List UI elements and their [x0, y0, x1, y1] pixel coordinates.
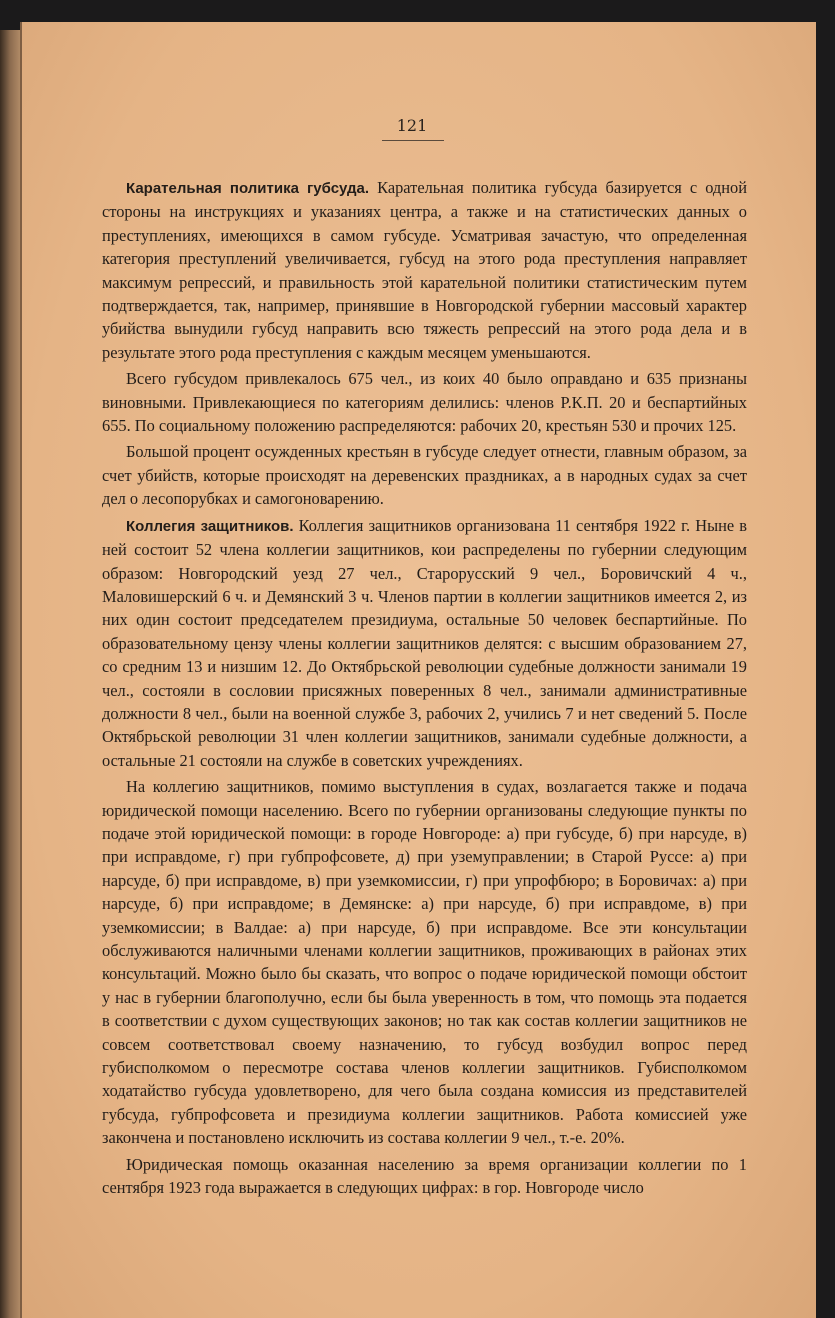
paragraph-punitive-policy	[102, 176, 747, 364]
section-heading-punitive-policy: Карательная политика губсуда.	[126, 180, 370, 197]
paragraph-text: Всего губсудом привлекалось 675 чел., из коих 40 было оправдано и 635 признаны виновными. Привлекающиеся по категориям делились: членов Р.К.П. 20 и беспартийных 655. По социальному положению распределяются: рабочих 20, крестьян 530 и прочих 125.	[102, 369, 747, 436]
paragraph-text: Юридическая помощь оказанная населению за время организации коллегии по 1 сентября 1923 года выражается в следующих цифрах: в гор. Новгороде число	[102, 1154, 747, 1198]
paragraph-legal-aid-figures	[102, 1153, 747, 1200]
paragraph-legal-aid	[102, 775, 747, 1150]
body-text	[102, 176, 747, 1199]
paragraph-text: На коллегию защитников, помимо выступления в судах, возлагается также и подача юридической помощи населению. Всего по губернии организованы следующие пункты по подаче этой юридической помощи: в городе Новгороде: а) при губсуде, б) при нарсуде, в) при исправдоме, г) при губпрофсовете, д) при уземуправлении; в Старой Руссе: а) при нарсуде, б) при исправдоме, в) при уземкомиссии, г) при упрофбюро; в Боровичах: а) при нарсуде, б) при исправдоме; в Демянске: а) при нарсуде, б) при исправдоме, в) при уземкомиссии; в Валдае: а) при нарсуде, б) при исправдоме. Все эти консультации обслуживаются наличными членами коллегии защитников, проживающих в районах этих консультаций. Можно было бы сказать, что вопрос о подаче юридической помощи обстоит у нас в губернии благополучно, если бы была уверенность в том, что помощь эта подается в соответствии с духом существующих законов; но так как состав коллегии защитников не совсем соответствовал своему назначению, то губсуд возбудил вопрос перед губисполкомом о пересмотре состава членов коллегии защитников. Губисполкомом ходатайство губсуда удовлетворено, для чего была создана комиссия из представителей губсуда, губпрофсовета и президиума коллегии защитников. Работа комиссией уже закончена и постановлено исключить из состава коллегии 9 чел., т.-е. 20%.	[102, 777, 747, 1148]
paragraph-statistics	[102, 367, 747, 437]
facing-page-edge	[0, 30, 22, 1318]
page-number: 121	[396, 116, 428, 135]
paragraph-text: Коллегия защитников организована 11 сентября 1922 г. Ныне в ней состоит 52 члена коллегии защитников, кои распределены по губернии следующим образом: Новгородский уезд 27 чел., Старорусский 9 чел., Боровичский 4 ч., Маловишерский 6 ч. и Демянский 3 ч. Членов партии в коллегии защитников имеется 2, из них один состоит председателем президиума, остальные 50 человек беспартийные. По образовательному цензу члены коллегии защитников делятся: с высшим образованием 27, со средним 13 и низшим 12. До Октябрьской революции судебные должности занимали 19 чел., состояли в сословии присяжных поверенных 8 чел., занимали административные должности 8 чел., были на военной службе 3, рабочих 2, учились 7 и нет сведений 5. После Октябрьской революции 31 член коллегии защитников, занимали судебные должности, а остальные 21 состояли на службе в советских учреждениях.	[102, 515, 747, 770]
page-number-rule	[382, 140, 444, 141]
section-heading-defenders-college: Коллегия защитников.	[126, 517, 294, 535]
paragraph-text: Большой процент осужденных крестьян в губсуде следует отнести, главным образом, за счет убийств, которые происходят на деревенских праздниках, а в народных судах за счет дел о лесопорубках и самогоноварению.	[102, 442, 747, 509]
paragraph-peasants	[102, 440, 747, 510]
book-page	[20, 22, 816, 1318]
paragraph-text: Карательная политика губсуда базируется с одной стороны на инструкциях и указаниях центра, а также и на статистических данных о преступлениях, имеющихся в самом губсуде. Усматривая зачастую, что определенная категория преступлений увеличивается, губсуд на этого рода преступления направляет максимум репрессий, и правильность этой карательной политики статистическим путем подтверждается, так, например, принявшие в Новгородской губернии массовый характер убийства вынудили губсуд направить всю тяжесть репрессий на этого рода дела и в результате этого рода преступления с каждым месяцем уменьшаются.	[102, 178, 747, 362]
paragraph-defenders-college	[102, 514, 747, 772]
